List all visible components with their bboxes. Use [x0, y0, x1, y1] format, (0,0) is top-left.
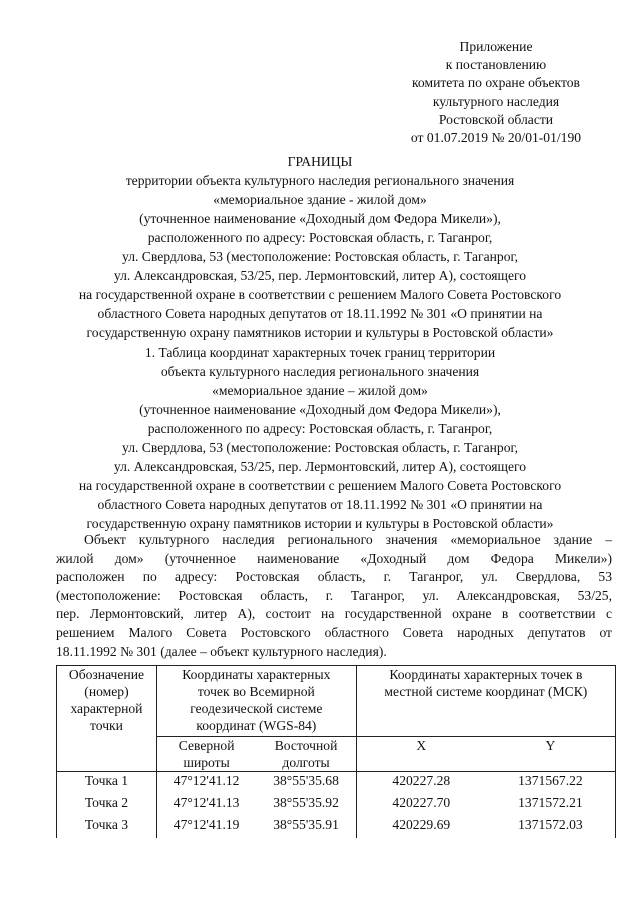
title-line: (уточненное наименование «Доходный дом Федора Микели»), — [139, 211, 501, 226]
cell-x: 420227.70 — [392, 795, 451, 810]
cell-lat: 47°12'41.13 — [173, 795, 240, 810]
table-row — [57, 816, 616, 838]
paragraph-line: 18.11.1992 № 301 (далее – объект культурного наследия). — [56, 643, 387, 659]
table-row — [57, 794, 616, 816]
title-line: расположенного по адресу: Ростовская область, г. Таганрог, — [147, 230, 493, 245]
table-heading-line: ул. Свердлова, 53 (местоположение: Ростовская область, г. Таганрог, — [122, 440, 518, 455]
paragraph-line: пер. Лермонтовский, литер А), состоит на государственной охране в соответствии с — [56, 606, 612, 622]
cell-point: Точка 1 — [57, 772, 157, 795]
cell-lon: 38°55'35.91 — [256, 816, 356, 838]
title-line: территории объекта культурного наследия регионального значения — [125, 173, 515, 188]
table-heading-line: государственную охрану памятников истории и культуры в Ростовской области» — [86, 516, 554, 531]
header-latitude: Северной широты — [156, 737, 256, 772]
document-title: ГРАНИЦЫ — [287, 154, 353, 169]
paragraph-line: расположен по адресу: Ростовская область, г. Таганрог, ул. Свердлова, 53 — [56, 569, 612, 585]
table-heading-block — [30, 343, 610, 533]
header-msk: Координаты характерных точек в местной системе координат (МСК) — [356, 666, 615, 737]
header-point-id: Обозначение (номер) характерной точки — [57, 666, 157, 772]
title-line: ул. Свердлова, 53 (местоположение: Ростовская область, г. Таганрог, — [122, 249, 518, 264]
cell-x: 420229.69 — [392, 817, 451, 832]
table-heading-line: объекта культурного наследия регионального значения — [160, 364, 480, 379]
header-x: X — [356, 737, 486, 772]
appendix-line: к постановлению — [445, 57, 547, 73]
appendix-line: культурного наследия — [432, 93, 560, 109]
appendix-line: комитета по охране объектов — [412, 75, 580, 91]
cell-x: 420227.28 — [392, 773, 451, 788]
title-line: ул. Александровская, 53/25, пер. Лермонтовский, литер А), состоящего — [113, 268, 527, 283]
title-line: областного Совета народных депутатов от 18.11.1992 № 301 «О принятии на — [97, 306, 543, 321]
header-wgs84: Координаты характерных точек во Всемирной геодезической системе координат (WGS-84) — [156, 666, 356, 737]
table-heading-line: «мемориальное здание – жилой дом» — [212, 383, 428, 398]
cell-lon: 38°55'35.92 — [256, 794, 356, 816]
cell-point: Точка 3 — [57, 816, 157, 838]
paragraph-line: жилой дом» (уточненное наименование «Доходный дом Федора Микели») — [56, 550, 612, 566]
appendix-block — [380, 38, 612, 147]
table-heading-line: ул. Александровская, 53/25, пер. Лермонтовский, литер А), состоящего — [113, 459, 527, 474]
table-heading-line: областного Совета народных депутатов от 18.11.1992 № 301 «О принятии на — [97, 497, 543, 512]
table-heading-line: (уточненное наименование «Доходный дом Федора Микели»), — [139, 402, 501, 417]
paragraph-line: Объект культурного наследия регионального значения «мемориальное здание – — [84, 532, 612, 547]
table-heading-line: на государственной охране в соответствии с решением Малого Совета Ростовского — [78, 478, 562, 493]
cell-y: 1371572.03 — [486, 816, 616, 838]
cell-lon: 38°55'35.68 — [256, 772, 356, 795]
description-paragraph — [56, 531, 612, 661]
appendix-line: от 01.07.2019 № 20/01-01/190 — [410, 130, 582, 146]
cell-lat: 47°12'41.12 — [173, 773, 240, 788]
cell-lat: 47°12'41.19 — [173, 817, 240, 832]
title-line: «мемориальное здание - жилой дом» — [213, 192, 427, 207]
header-longitude: Восточной долготы — [256, 737, 356, 772]
coordinates-table — [56, 665, 616, 838]
appendix-line: Ростовской области — [438, 111, 554, 127]
header-y: Y — [486, 737, 616, 772]
table-heading-line: 1. Таблица координат характерных точек границ территории — [144, 345, 496, 360]
title-block — [30, 152, 610, 342]
appendix-line: Приложение — [459, 39, 533, 54]
cell-y: 1371572.21 — [486, 794, 616, 816]
paragraph-line: (местоположение: Ростовская область, г. Таганрог, ул. Александровская, 53/25, — [56, 587, 612, 603]
title-line: государственную охрану памятников истории и культуры в Ростовской области» — [86, 325, 554, 340]
cell-y: 1371567.22 — [486, 772, 616, 795]
table-row — [57, 772, 616, 795]
table-heading-line: расположенного по адресу: Ростовская область, г. Таганрог, — [147, 421, 493, 436]
cell-point: Точка 2 — [57, 794, 157, 816]
paragraph-line: решением Малого Совета Ростовского областного Совета народных депутатов от — [56, 624, 612, 640]
title-line: на государственной охране в соответствии с решением Малого Совета Ростовского — [78, 287, 562, 302]
